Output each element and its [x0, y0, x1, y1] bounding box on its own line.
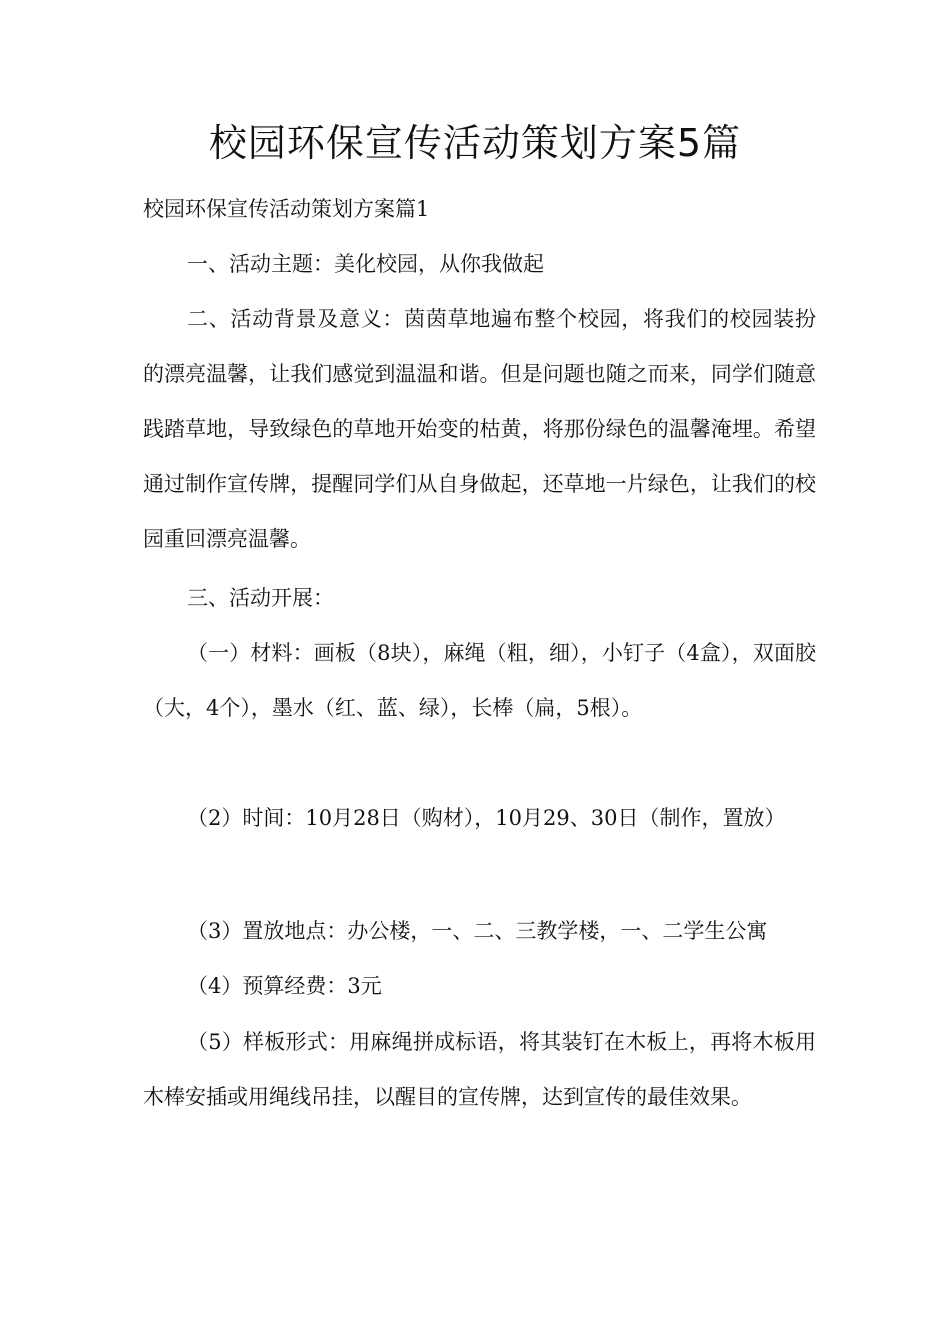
- location-paragraph: （3）置放地点：办公楼，一、二、三教学楼，一、二学生公寓: [187, 919, 768, 943]
- activity-plan-heading: 三、活动开展：: [187, 586, 334, 610]
- time-paragraph: （2）时间：10月28日（购材），10月29、30日（制作，置放）: [187, 806, 786, 830]
- section-heading: 校园环保宣传活动策划方案篇1: [143, 197, 430, 221]
- budget-paragraph: （4）预算经费：3元: [187, 974, 382, 998]
- materials-paragraph: （一）材料：画板（8块），麻绳（粗，细），小钉子（4盒），双面胶（大，4个），墨水（红、蓝、绿），长棒（扁，5根）。: [143, 641, 816, 720]
- background-paragraph: 二、活动背景及意义：茵茵草地遍布整个校园，将我们的校园装扮的漂亮温馨，让我们感觉到温温和谐。但是问题也随之而来，同学们随意践踏草地，导致绿色的草地开始变的枯黄，将那份绿色的温馨淹埋。希望通过制作宣传牌，提醒同学们从自身做起，还草地一片绿色，让我们的校园重回漂亮温馨。: [143, 307, 816, 551]
- document-title: 校园环保宣传活动策划方案5篇: [208, 121, 742, 165]
- activity-theme-paragraph: 一、活动主题：美化校园，从你我做起: [187, 252, 544, 276]
- sample-form-paragraph: （5）样板形式：用麻绳拼成标语，将其装钉在木板上，再将木板用木棒安插或用绳线吊挂，以醒目的宣传牌，达到宣传的最佳效果。: [143, 1030, 816, 1109]
